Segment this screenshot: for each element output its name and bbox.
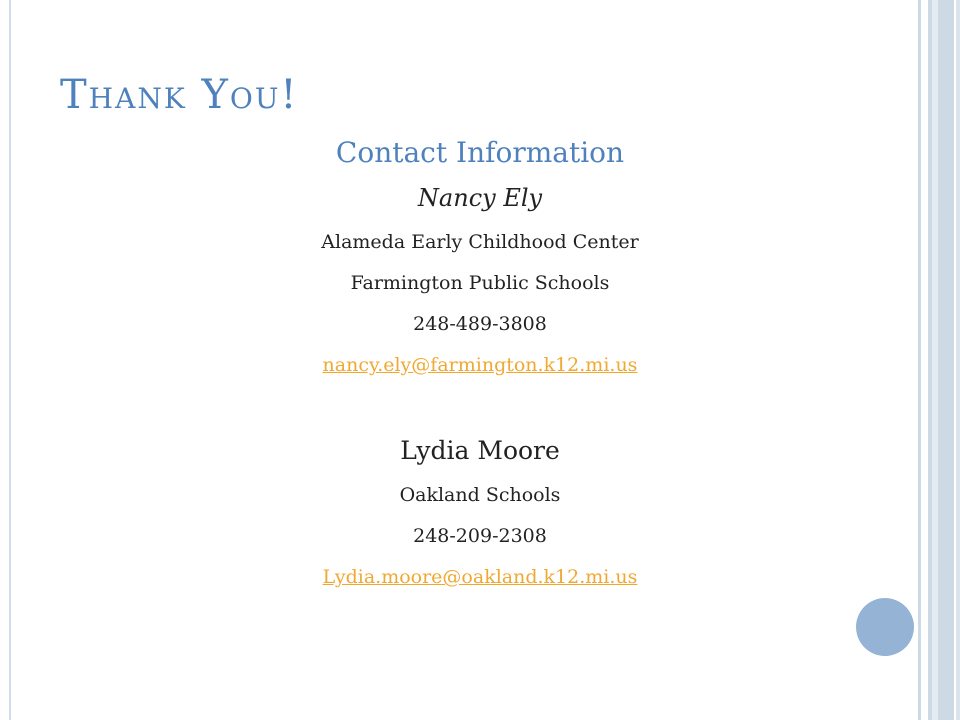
contact-1-organization: Alameda Early Childhood Center <box>321 231 639 253</box>
contact-2-organization: Oakland Schools <box>399 484 561 506</box>
decor-stripe <box>938 0 954 720</box>
contact-1-district: Farmington Public Schools <box>350 272 610 294</box>
left-border-line <box>9 0 11 720</box>
contact-2-phone: 248-209-2308 <box>413 525 547 547</box>
contact-1-email-link[interactable]: nancy.ely@farmington.k12.mi.us <box>322 354 638 376</box>
slide-title: Thank You! <box>60 72 299 118</box>
contact-1-phone: 248-489-3808 <box>413 313 547 335</box>
contact-2-name: Lydia Moore <box>400 436 560 465</box>
contact-2-email-link[interactable]: Lydia.moore@oakland.k12.mi.us <box>322 566 638 588</box>
contact-heading: Contact Information <box>335 136 625 169</box>
decor-stripe <box>921 0 928 720</box>
decor-stripe <box>956 0 960 720</box>
decor-circle <box>856 598 914 656</box>
contact-1-name: Nancy Ely <box>417 184 543 212</box>
